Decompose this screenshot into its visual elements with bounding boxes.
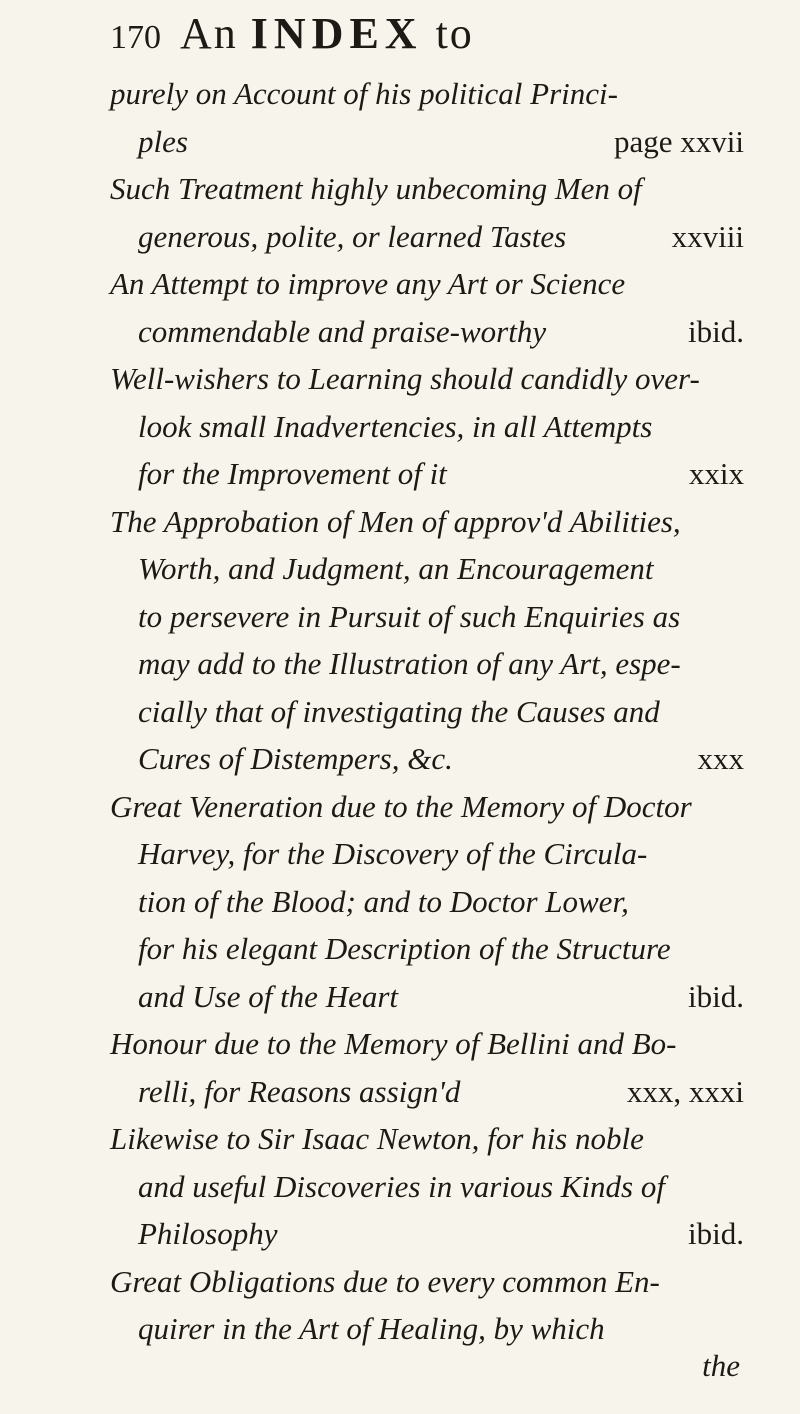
index-entries bbox=[110, 70, 750, 1353]
entry-line bbox=[138, 213, 750, 261]
page-number: 170 bbox=[110, 19, 161, 56]
entry-line-text: for the Improvement of it bbox=[138, 456, 447, 491]
entry-line: Likewise to Sir Isaac Newton, for his noble bbox=[110, 1121, 644, 1156]
entry-line: tion of the Blood; and to Doctor Lower, bbox=[138, 883, 629, 919]
entry-line: Worth, and Judgment, an Encouragement bbox=[138, 551, 654, 586]
index-entry bbox=[110, 1258, 750, 1353]
entry-line-text: generous, polite, or learned Tastes bbox=[138, 218, 567, 254]
entry-line: may add to the Illustration of any Art, espe- bbox=[138, 646, 681, 681]
index-entry bbox=[110, 355, 750, 498]
entry-line bbox=[138, 1068, 750, 1116]
entry-line: look small Inadvertencies, in all Attempts bbox=[138, 408, 653, 444]
entry-line: Such Treatment highly unbecoming Men of bbox=[110, 171, 642, 206]
entry-line: An Attempt to improve any Art or Science bbox=[110, 266, 626, 301]
entry-line-text: commendable and praise-worthy bbox=[138, 313, 547, 349]
entry-line-text: and Use of the Heart bbox=[138, 978, 399, 1014]
entry-line bbox=[138, 118, 750, 166]
entry-line: purely on Account of his political Princi- bbox=[110, 76, 618, 111]
entry-line: for his elegant Description of the Structure bbox=[138, 931, 671, 966]
entry-line-text: relli, for Reasons assign'd bbox=[138, 1073, 461, 1109]
entry-line-text: ples bbox=[138, 123, 188, 159]
index-entry bbox=[110, 498, 750, 783]
entry-line: and useful Discoveries in various Kinds of bbox=[138, 1168, 665, 1204]
entry-line bbox=[138, 308, 750, 356]
entry-line bbox=[138, 1210, 750, 1258]
entry-line-text: Philosophy bbox=[138, 1216, 278, 1251]
entry-line: Harvey, for the Discovery of the Circula- bbox=[138, 836, 648, 871]
page-reference: xxviii bbox=[671, 218, 744, 254]
page-reference: ibid. bbox=[688, 1216, 744, 1251]
index-entry bbox=[110, 783, 750, 1021]
running-head bbox=[110, 8, 740, 68]
index-entry bbox=[110, 165, 750, 260]
entry-line bbox=[138, 735, 750, 783]
title-suffix: to bbox=[435, 9, 474, 58]
running-title bbox=[180, 8, 474, 59]
entry-line bbox=[138, 973, 750, 1021]
title-main: INDEX bbox=[250, 9, 423, 58]
entry-line: Great Veneration due to the Memory of Doctor bbox=[110, 788, 692, 824]
entry-line: cially that of investigating the Causes and bbox=[138, 693, 660, 729]
page-reference: xxx, xxxi bbox=[626, 1073, 744, 1109]
entry-line: Well-wishers to Learning should candidly over- bbox=[110, 361, 700, 396]
index-entry bbox=[110, 70, 750, 165]
entry-line bbox=[138, 450, 750, 498]
page-reference: page xxvii bbox=[614, 123, 744, 159]
page-reference: ibid. bbox=[688, 978, 744, 1014]
entry-line: quirer in the Art of Healing, by which bbox=[138, 1311, 605, 1346]
index-entry bbox=[110, 1115, 750, 1258]
catchword: the bbox=[702, 1348, 740, 1383]
page-reference: ibid. bbox=[688, 313, 744, 349]
title-prefix: An bbox=[180, 9, 238, 58]
page-reference: xxix bbox=[688, 456, 744, 491]
entry-line: Great Obligations due to every common En- bbox=[110, 1263, 660, 1299]
entry-line-text: Cures of Distempers, &c. bbox=[138, 741, 453, 776]
index-entry bbox=[110, 1020, 750, 1115]
entry-line: The Approbation of Men of approv'd Abilities, bbox=[110, 503, 681, 539]
index-entry bbox=[110, 260, 750, 355]
entry-line: Honour due to the Memory of Bellini and Bo- bbox=[110, 1026, 677, 1061]
entry-line: to persevere in Pursuit of such Enquiries as bbox=[138, 598, 681, 634]
page-reference: xxx bbox=[697, 741, 744, 776]
